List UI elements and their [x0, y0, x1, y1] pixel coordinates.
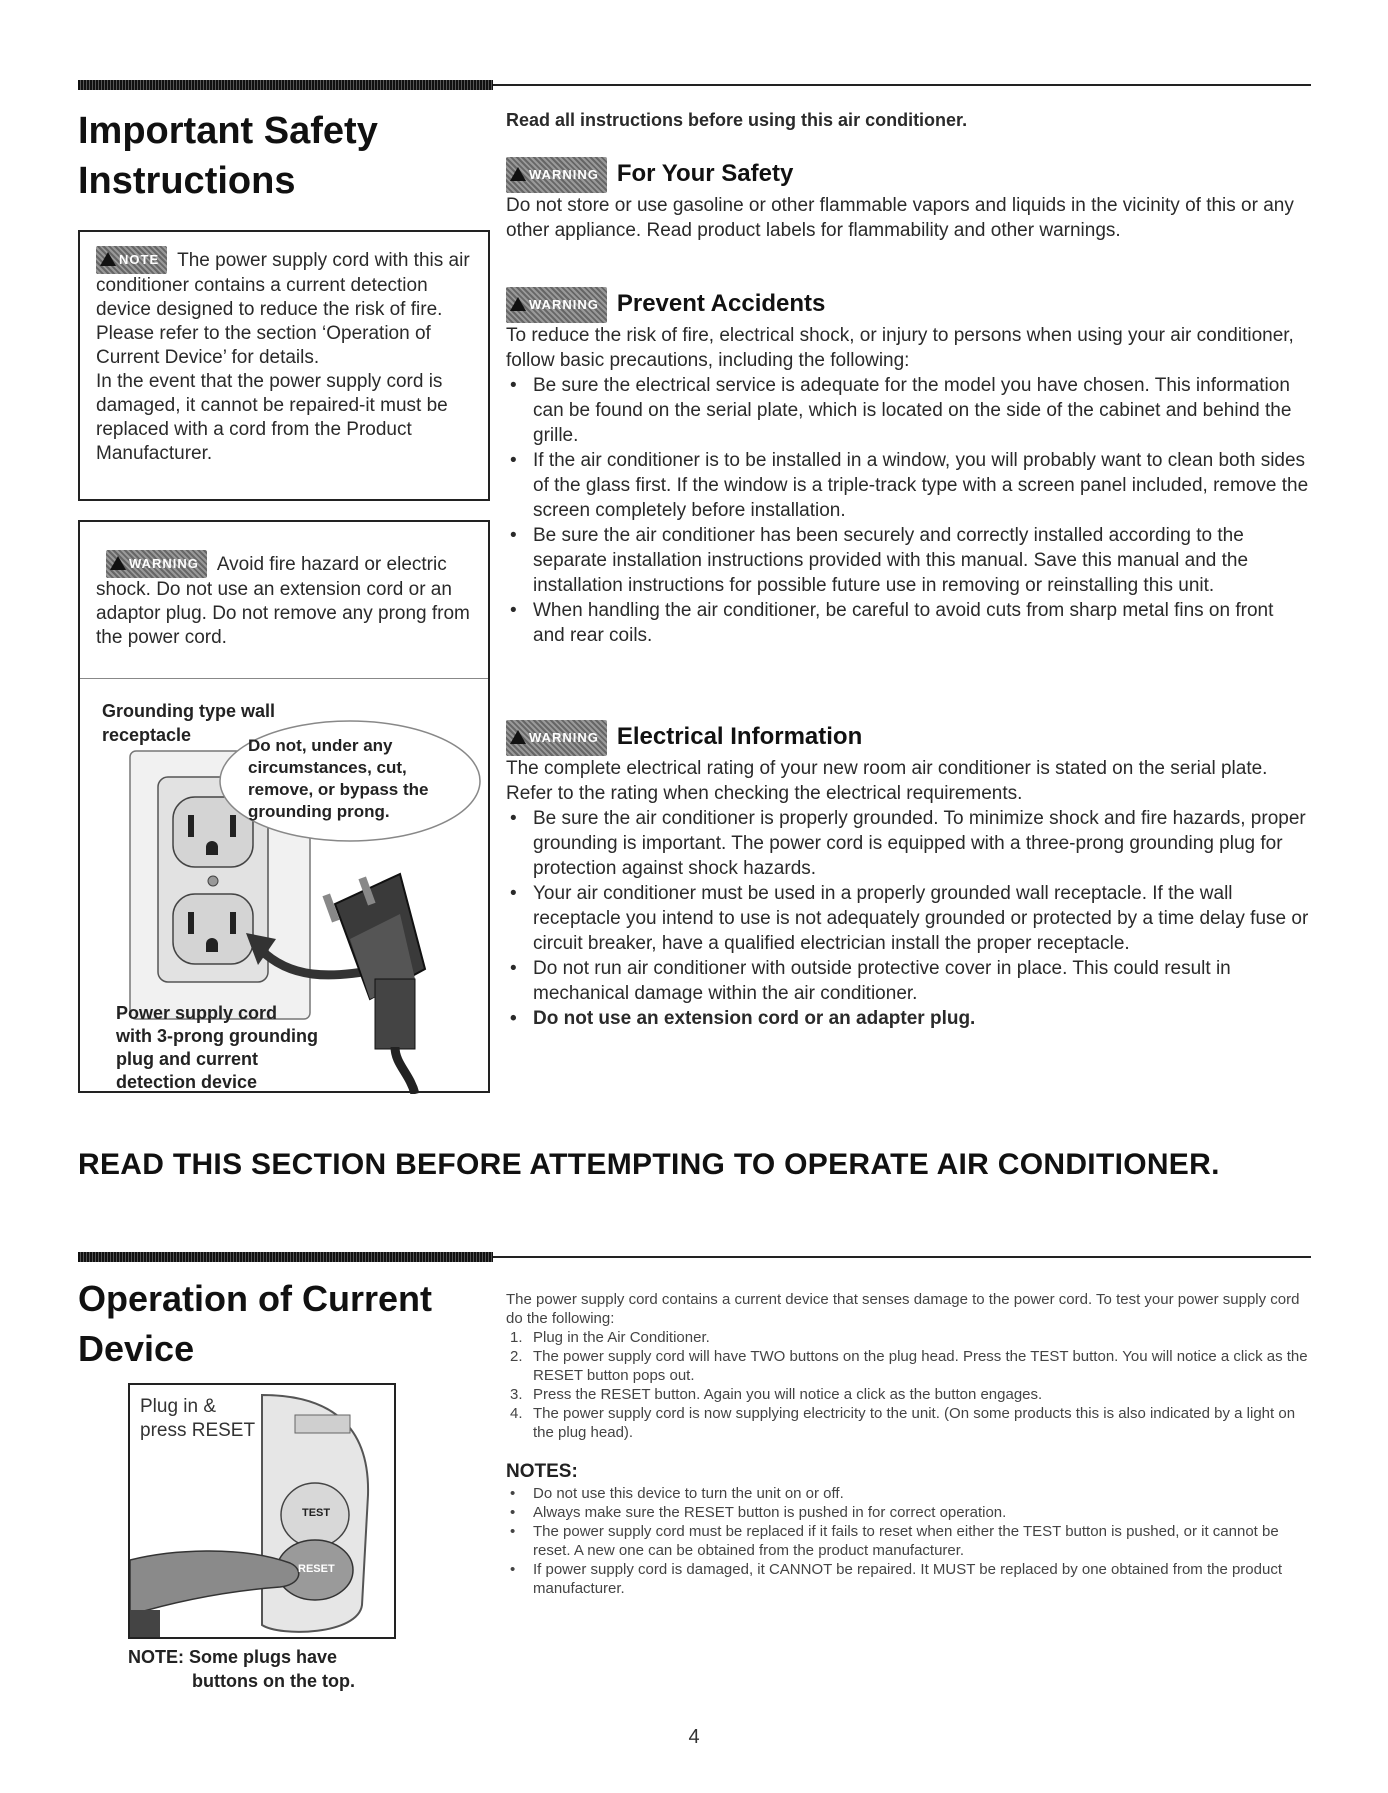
step-item: 3. Press the RESET button. Again you will notice a click as the button engages.	[510, 1386, 1043, 1403]
note-item: • The power supply cord must be replaced if it fails to reset when either the TEST button is pushed, or it cannot be reset. A new one can be obtained from the product manufacturer.	[506, 1522, 1310, 1560]
notes-heading: NOTES:	[506, 1461, 578, 1482]
note-text-3: In the event that the power supply cord is damaged, it cannot be repaired-it must be replaced with a cord from the Product Manufacturer.	[96, 371, 448, 464]
grounding-callout: Do not, under any circumstances, cut, remove, or bypass the grounding prong.	[248, 736, 429, 821]
grounding-figure	[80, 679, 488, 1094]
test-button-label: TEST	[302, 1507, 331, 1519]
warning-badge: WARNING	[106, 550, 207, 578]
step-item: 1. Plug in the Air Conditioner.	[510, 1329, 710, 1346]
warning-badge: WARNING	[506, 287, 607, 323]
list-item: • When handling the air conditioner, be careful to avoid cuts from sharp metal fins on front and rear coils.	[506, 598, 1310, 648]
operation-title-line2: Device	[78, 1328, 195, 1369]
reset-figure-box	[128, 1383, 396, 1639]
warning-triangle-icon	[510, 167, 526, 181]
electrical-information-heading: WARNING Electrical Information	[506, 720, 1310, 756]
note-item: • Do not use this device to turn the unit on or off.	[506, 1484, 1310, 1503]
read-section-banner: READ THIS SECTION BEFORE ATTEMPTING TO OPERATE AIR CONDITIONER.	[78, 1148, 1220, 1181]
list-item: • Be sure the air conditioner has been securely and correctly installed according to the separate installation instructions provided with this manual. Save this manual and the installation instructions for possible future use in removing or reinstalling this unit.	[506, 523, 1310, 598]
note-item: • Always make sure the RESET button is pushed in for correct operation.	[506, 1503, 1310, 1522]
note-item: • If power supply cord is damaged, it CANNOT be repaired. It MUST be replaced by one obtained from the product manufacturer.	[506, 1560, 1310, 1598]
page-number: 4	[688, 1726, 700, 1748]
figure-label-bottom: Power supply cord with 3-prong grounding plug and current detection device	[116, 1003, 318, 1092]
electrical-list	[506, 806, 1310, 1031]
operation-rule-thin	[493, 1256, 1311, 1258]
for-your-safety-text: Do not store or use gasoline or other flammable vapors and liquids in the vicinity of this or any other appliance. Read product labels for flammability and other warnings.	[506, 195, 1294, 241]
top-rule-thick	[78, 80, 493, 90]
operation-title-line1: Operation of Current	[78, 1278, 433, 1319]
note-text-2: Please refer to the section ‘Operation of Current Device’ for details.	[96, 323, 431, 368]
list-item: • Do not run air conditioner with outside protective cover in place. This could result in mechanical damage within the air conditioner.	[506, 956, 1310, 1006]
operation-steps	[506, 1328, 1310, 1442]
note-box	[78, 230, 490, 501]
note-text-1: The power supply cord with this air conditioner contains a current detection device designed to reduce the risk of fire.	[96, 250, 470, 320]
notes-list	[506, 1484, 1310, 1598]
safety-right-column	[506, 108, 1310, 1031]
warning-badge: WARNING	[506, 157, 607, 193]
list-item: • Be sure the air conditioner is properly grounded. To minimize shock and fire hazards, proper grounding is important. The power cord is equipped with a three-prong grounding plug for protection against shock hazards.	[506, 806, 1310, 881]
warning-triangle-icon	[510, 730, 526, 744]
prevent-accidents-list	[506, 373, 1310, 648]
step-item: 4. The power supply cord is now supplying electricity to the unit. (On some products this is also indicated by a light on the plug head).	[510, 1405, 1296, 1441]
warning-box-text: WARNING Avoid fire hazard or electric shock. Do not use an extension cord or an adaptor plug. Do not remove any prong from the power cord.	[80, 522, 488, 679]
list-item: • Be sure the electrical service is adequate for the model you have chosen. This information can be found on the serial plate, which is located on the side of the cabinet and behind the grille.	[506, 373, 1310, 448]
note-badge: NOTE	[96, 246, 167, 274]
read-instructions-intro: Read all instructions before using this air conditioner.	[506, 110, 968, 130]
figure-label-top: Grounding type wall receptacle	[102, 701, 276, 745]
prevent-accidents-intro: To reduce the risk of fire, electrical shock, or injury to persons when using your air conditioner, follow basic precautions, including the following:	[506, 325, 1294, 371]
electrical-intro: The complete electrical rating of your new room air conditioner is stated on the serial plate. Refer to the rating when checking the electrical requirements.	[506, 758, 1268, 804]
operation-rule-thick	[78, 1252, 493, 1262]
warning-figure-box	[78, 520, 490, 1093]
safety-title-line1: Important Safety	[78, 110, 378, 152]
warning-badge: WARNING	[506, 720, 607, 756]
for-your-safety-heading: WARNING For Your Safety	[506, 157, 1310, 193]
reset-figure-caption: NOTE: Some plugs have buttons on the top.	[128, 1647, 355, 1691]
prevent-accidents-heading: WARNING Prevent Accidents	[506, 287, 1310, 323]
reset-figure-label: Plug in & press RESET	[140, 1396, 256, 1441]
step-item: 2. The power supply cord will have TWO buttons on the plug head. Press the TEST button. You will notice a click as the RESET button pops out.	[510, 1348, 1308, 1384]
warning-triangle-icon	[510, 297, 526, 311]
list-item: • If the air conditioner is to be installed in a window, you will probably want to clean both sides of the glass first. If the window is a triple-track type with a screen panel included, remove the screen completely before installation.	[506, 448, 1310, 523]
operation-right-column	[506, 1290, 1310, 1598]
reset-button-label: RESET	[298, 1563, 335, 1575]
operation-title	[78, 1274, 432, 1374]
safety-title-line2: Instructions	[78, 160, 296, 202]
top-rule-thin	[493, 84, 1311, 86]
list-item-bold: • Do not use an extension cord or an adapter plug.	[506, 1006, 1310, 1031]
list-item: • Your air conditioner must be used in a properly grounded wall receptacle. If the wall receptacle you intend to use is not adequately grounded or protected by a time delay fuse or circuit breaker, have a qualified electrician install the proper receptacle.	[506, 881, 1310, 956]
warning-triangle-icon	[100, 252, 116, 266]
safety-title	[78, 106, 378, 206]
operation-intro: The power supply cord contains a current device that senses damage to the power cord. To test your power supply cord do the following:	[506, 1291, 1300, 1327]
warning-triangle-icon	[110, 556, 126, 570]
